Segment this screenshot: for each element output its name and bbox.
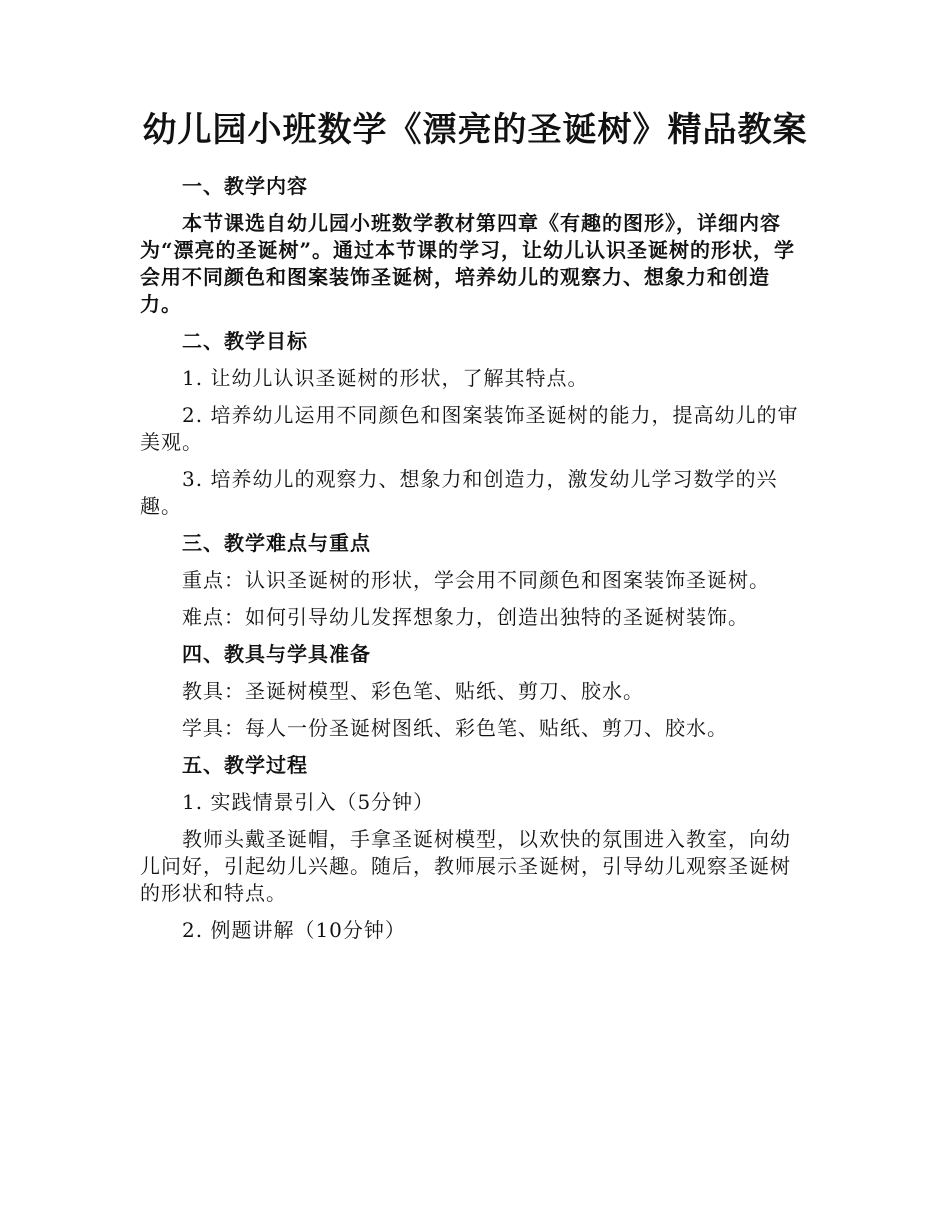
section-heading-teaching-process: 五、教学过程 [182,752,308,777]
key-point-text: 重点：认识圣诞树的形状，学会用不同颜色和图案装饰圣诞树。 [182,567,770,592]
section-body-teaching-content: 本节课选自幼儿园小班数学教材第四章《有趣的图形》，详细内容为“漂亮的圣诞树”。通过本节课的学习，让幼儿认识圣诞树的形状，学会用不同颜色和图案装饰圣诞树，培养幼儿的观察力、想象力和创造力。 [140,210,796,316]
section-heading-teaching-content: 一、教学内容 [182,173,308,198]
section-heading-teaching-goals: 二、教学目标 [182,328,308,353]
goal-item-3: 3. 培养幼儿的观察力、想象力和创造力，激发幼儿学习数学的兴趣。 [140,466,778,518]
process-step-1: 1. 实践情景引入（5分钟） [182,789,435,814]
section-heading-materials: 四、教具与学具准备 [182,641,371,666]
process-step-1-body: 教师头戴圣诞帽，手拿圣诞树模型，以欢快的氛围进入教室，向幼儿问好，引起幼儿兴趣。随后，教师展示圣诞树，引导幼儿观察圣诞树的形状和特点。 [140,826,791,905]
difficult-point-text: 难点：如何引导幼儿发挥想象力，创造出独特的圣诞树装饰。 [182,604,749,629]
goal-item-1: 1. 让幼儿认识圣诞树的形状，了解其特点。 [182,365,589,390]
process-step-2: 2. 例题讲解（10分钟） [182,917,406,942]
goal-item-2: 2. 培养幼儿运用不同颜色和图案装饰圣诞树的能力，提高幼儿的审美观。 [140,402,799,454]
student-materials-text: 学具：每人一份圣诞树图纸、彩色笔、贴纸、剪刀、胶水。 [182,715,728,740]
section-heading-key-difficult-points: 三、教学难点与重点 [182,530,371,555]
document-title: 幼儿园小班数学《漂亮的圣诞树》精品教案 [142,110,808,150]
teacher-materials-text: 教具：圣诞树模型、彩色笔、贴纸、剪刀、胶水。 [182,678,644,703]
